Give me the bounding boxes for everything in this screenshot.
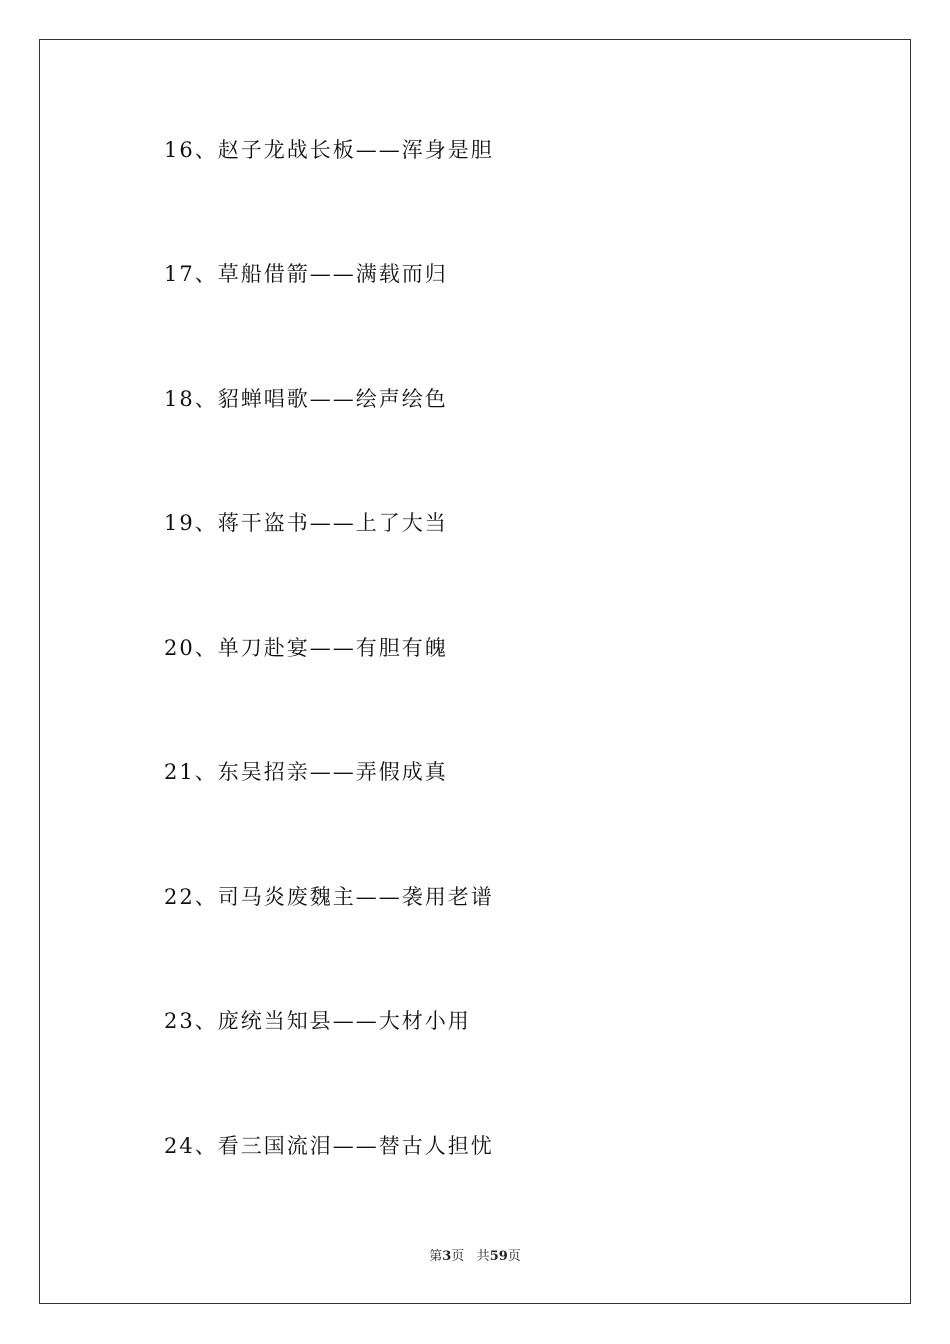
page-footer [0,1249,950,1265]
page-suffix: 页 [451,1249,465,1264]
total-prefix: 共 [476,1249,490,1264]
page-prefix: 第 [429,1249,443,1264]
list-item: 18、貂蝉唱歌——绘声绘色 [164,387,448,411]
list-item: 23、庞统当知县——大材小用 [164,1009,471,1033]
list-item: 17、草船借箭——满载而归 [164,262,448,286]
list-item: 21、东吴招亲——弄假成真 [164,760,448,784]
total-pages-number: 59 [489,1249,508,1264]
list-item: 16、赵子龙战长板——浑身是胆 [164,138,494,162]
list-item: 20、单刀赴宴——有胆有魄 [164,636,448,660]
list-item: 22、司马炎废魏主——袭用老谱 [164,885,494,909]
current-page-number: 3 [442,1249,452,1264]
list-item: 19、蒋干盗书——上了大当 [164,511,448,535]
page-border [39,39,911,1304]
list-item: 24、看三国流泪——替古人担忧 [164,1134,494,1158]
total-suffix: 页 [507,1249,521,1264]
